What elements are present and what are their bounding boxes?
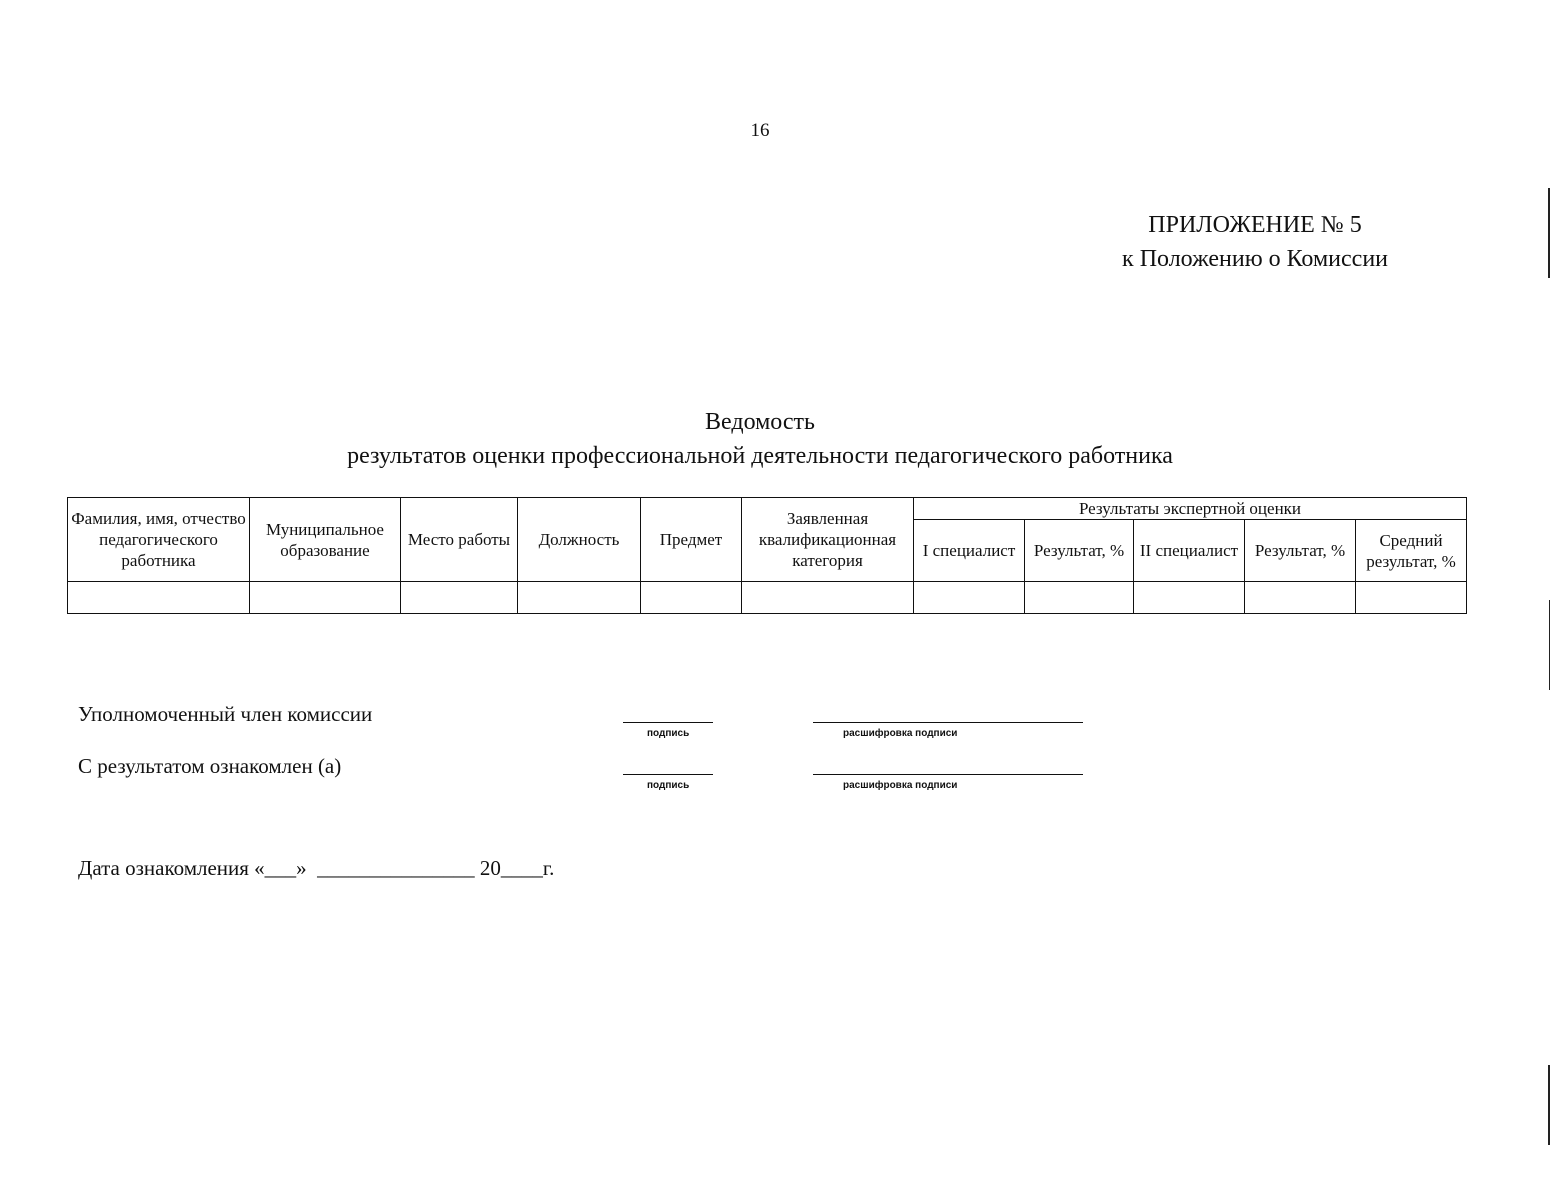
header-fio: Фамилия, имя, отчество педагогического работника: [68, 498, 250, 582]
member-signature-caption: подпись: [647, 728, 690, 739]
cell-specialist-1[interactable]: [914, 582, 1025, 614]
header-average-result: Средний результат, %: [1356, 520, 1467, 582]
appendix-number: ПРИЛОЖЕНИЕ № 5: [1148, 212, 1362, 238]
header-category: Заявленная квалификационная категория: [742, 498, 914, 582]
header-result-1: Результат, %: [1025, 520, 1134, 582]
header-subject: Предмет: [641, 498, 742, 582]
cell-workplace[interactable]: [401, 582, 518, 614]
member-decoding-caption: расшифровка подписи: [843, 728, 958, 739]
cell-fio[interactable]: [68, 582, 250, 614]
acquainted-signature-line[interactable]: [623, 774, 713, 775]
scan-edge-mark: [1549, 600, 1550, 690]
member-signature-label: Уполномоченный член комиссии: [78, 702, 373, 726]
header-workplace: Место работы: [401, 498, 518, 582]
document-title: [0, 405, 1520, 473]
cell-specialist-2[interactable]: [1134, 582, 1245, 614]
member-decoding-line[interactable]: [813, 722, 1083, 723]
table-row: [68, 582, 1467, 614]
title-line-2: результатов оценки профессиональной деятельности педагогического работника: [347, 443, 1173, 469]
acquainted-signature-label: С результатом ознакомлен (а): [78, 754, 342, 778]
header-municipality: Муниципальное образование: [250, 498, 401, 582]
cell-result-1[interactable]: [1025, 582, 1134, 614]
acquainted-decoding-line[interactable]: [813, 774, 1083, 775]
header-specialist-2: II специалист: [1134, 520, 1245, 582]
header-expert-results: Результаты экспертной оценки: [914, 498, 1467, 520]
appendix-header: [1122, 208, 1388, 276]
cell-municipality[interactable]: [250, 582, 401, 614]
title-line-1: Ведомость: [705, 409, 815, 435]
page-number: 16: [750, 120, 770, 141]
cell-category[interactable]: [742, 582, 914, 614]
cell-result-2[interactable]: [1245, 582, 1356, 614]
header-specialist-1: I специалист: [914, 520, 1025, 582]
scan-edge-mark: [1548, 1065, 1550, 1145]
appendix-reference: к Положению о Комиссии: [1122, 246, 1388, 272]
header-result-2: Результат, %: [1245, 520, 1356, 582]
cell-position[interactable]: [518, 582, 641, 614]
cell-average-result[interactable]: [1356, 582, 1467, 614]
acquaintance-date-line: Дата ознакомления «___» _______________ 20____г.: [78, 856, 555, 880]
acquainted-decoding-caption: расшифровка подписи: [843, 780, 958, 791]
results-table: [67, 497, 1467, 614]
acquainted-signature-caption: подпись: [647, 780, 690, 791]
cell-subject[interactable]: [641, 582, 742, 614]
member-signature-line[interactable]: [623, 722, 713, 723]
header-position: Должность: [518, 498, 641, 582]
scan-edge-mark: [1548, 188, 1550, 278]
